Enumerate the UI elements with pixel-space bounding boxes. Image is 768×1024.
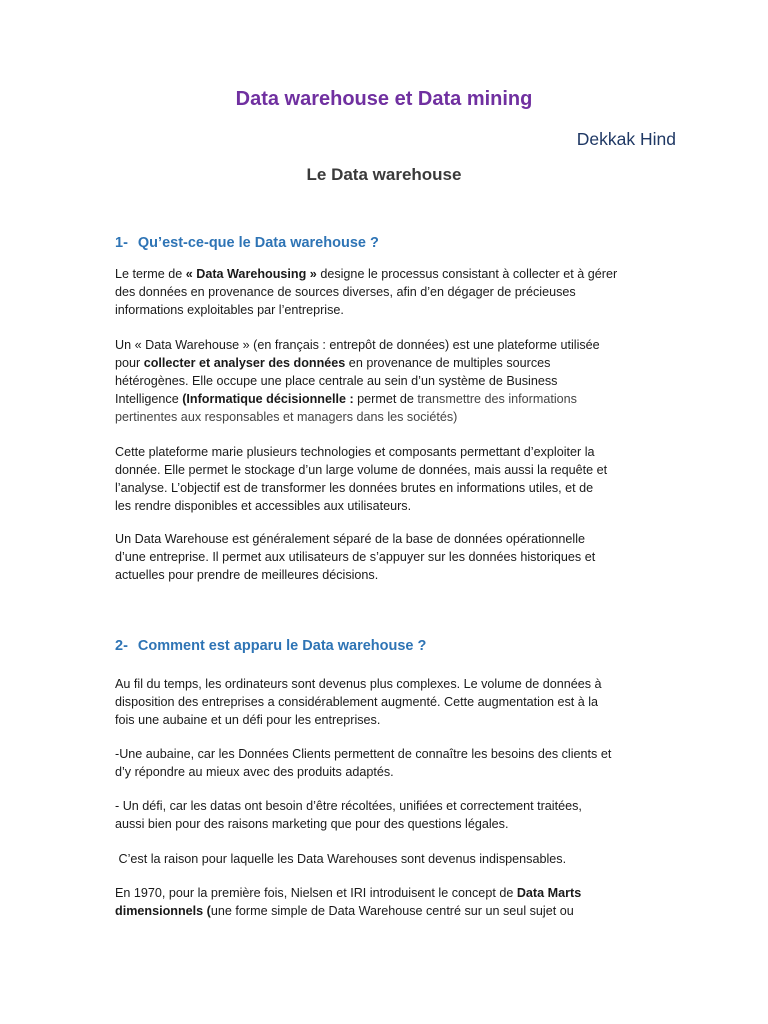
section-2-paragraph-1 bbox=[115, 676, 675, 730]
section-1-number: 1- bbox=[115, 235, 128, 251]
section-1-heading bbox=[115, 235, 379, 251]
section-2-paragraph-2 bbox=[115, 746, 675, 782]
section-2-paragraph-5 bbox=[115, 885, 675, 921]
text-line: Cette plateforme marie plusieurs technologies et composants permettant d’exploiter la bbox=[115, 445, 595, 459]
text-line: Un Data Warehouse est généralement séparé de la base de données opérationnelle bbox=[115, 532, 586, 546]
section-2-paragraph-3 bbox=[115, 798, 675, 834]
text-line: l’analyse. L’objectif est de transformer les données brutes en informations utiles, et de bbox=[115, 480, 594, 495]
bold-term: Data Marts bbox=[516, 886, 582, 900]
text-run: en provenance de multiples sources bbox=[345, 355, 551, 370]
bold-term: dimensionnels ( bbox=[115, 903, 211, 918]
text-line: d’y répondre au mieux avec des produits adaptés. bbox=[115, 764, 394, 779]
text-line: les rendre disponibles et accessibles aux utilisateurs. bbox=[115, 498, 412, 513]
document-subtitle: Le Data warehouse bbox=[306, 165, 462, 184]
bold-term: (Informatique décisionnelle : bbox=[182, 391, 354, 406]
section-2-heading bbox=[115, 638, 426, 654]
text-line bbox=[115, 391, 675, 409]
text-line: aussi bien pour des raisons marketing que pour des questions légales. bbox=[115, 816, 509, 831]
text-line bbox=[115, 885, 675, 903]
text-line: donnée. Elle permet le stockage d’un large volume de données, mais aussi la requête et bbox=[115, 462, 608, 477]
text-line: informations exploitables par l’entreprise. bbox=[115, 302, 344, 317]
text-line: actuelles pour prendre de meilleures décisions. bbox=[115, 567, 379, 582]
section-2-title: Comment est apparu le Data warehouse ? bbox=[137, 638, 427, 654]
bold-term: « Data Warehousing » bbox=[185, 267, 317, 281]
text-run: une forme simple de Data Warehouse centré sur un seul sujet ou bbox=[210, 903, 574, 918]
text-run: Le terme de bbox=[115, 267, 186, 281]
section-1-paragraph-3 bbox=[115, 444, 675, 516]
text-line: C’est la raison pour laquelle les Data Warehouses sont devenus indispensables. bbox=[115, 852, 567, 866]
text-line: d’une entreprise. Il permet aux utilisateurs de s’appuyer sur les données historiques et bbox=[115, 549, 596, 564]
text-run: pour bbox=[115, 355, 144, 370]
bold-term: collecter et analyser des données bbox=[143, 355, 346, 370]
text-line: Au fil du temps, les ordinateurs sont devenus plus complexes. Le volume de données à bbox=[115, 677, 602, 691]
text-line: Un « Data Warehouse » (en français : entrepôt de données) est une plateforme utilisée bbox=[115, 338, 600, 352]
author-name: Dekkak Hind bbox=[576, 129, 676, 149]
section-1-title: Qu’est-ce-que le Data warehouse ? bbox=[137, 235, 379, 251]
document-title: Data warehouse et Data mining bbox=[235, 88, 533, 110]
text-line: disposition des entreprises a considérablement augmenté. Cette augmentation est à la bbox=[115, 694, 599, 709]
text-line: - Un défi, car les datas ont besoin d’être récoltées, unifiées et correctement traitées, bbox=[115, 799, 582, 813]
section-1-paragraph-2 bbox=[115, 337, 675, 427]
section-2-number: 2- bbox=[115, 638, 128, 654]
text-line bbox=[115, 266, 675, 284]
section-1-paragraph-1 bbox=[115, 266, 675, 320]
text-run: transmettre des informations bbox=[417, 391, 577, 406]
text-line: hétérogènes. Elle occupe une place centrale au sein d’un système de Business bbox=[115, 373, 558, 388]
section-1-paragraph-4 bbox=[115, 531, 675, 585]
text-line: pertinentes aux responsables et managers dans les sociétés) bbox=[115, 409, 458, 424]
text-run: En 1970, pour la première fois, Nielsen et IRI introduisent le concept de bbox=[115, 886, 517, 900]
text-run: designe le processus consistant à collecter et à gérer bbox=[316, 267, 618, 281]
text-line: fois une aubaine et un défi pour les entreprises. bbox=[115, 712, 381, 727]
text-line: -Une aubaine, car les Données Clients permettent de connaître les besoins des clients et bbox=[115, 747, 612, 761]
text-run: permet de bbox=[353, 391, 418, 406]
text-line: des données en provenance de sources diverses, afin d’en dégager de précieuses bbox=[115, 284, 576, 299]
text-run: Intelligence bbox=[115, 391, 183, 406]
section-2-paragraph-4 bbox=[115, 851, 675, 869]
text-line bbox=[115, 355, 675, 373]
text-line bbox=[115, 903, 675, 921]
